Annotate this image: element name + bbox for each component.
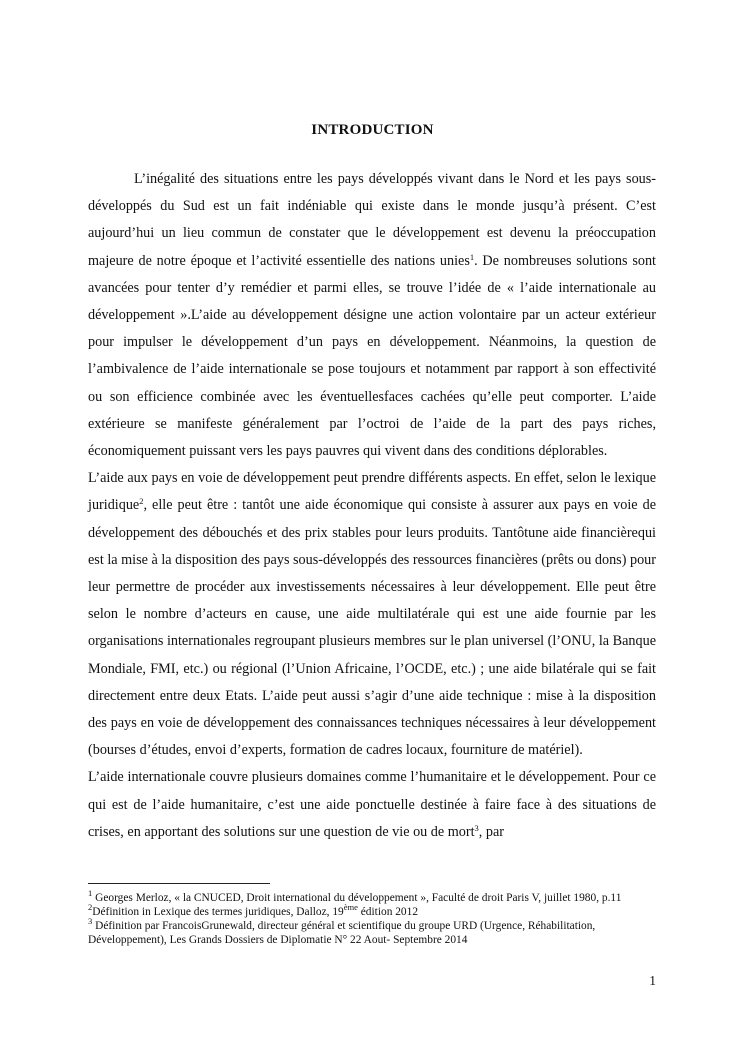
footnote-reference: 2 <box>88 902 93 912</box>
footnote-reference: 3 <box>474 822 479 833</box>
text-run: L’aide internationale couvre plusieurs domaines comme l’humanitaire et le développement. Pour ce qui est de l’aide humanitaire, c’est une aide ponctuelle destinée à faire face à des situations de crises, en apportant des solutions sur une question de vie ou de mort <box>88 769 656 840</box>
footnote-separator <box>88 883 270 884</box>
text-run: Définition par FrancoisGrunewald, directeur général et scientifique du groupe URD (Urgence, Réhabilitation, Développement), Les Grands Dossiers de Diplomatie N° 22 Aout- Septembre 2014 <box>88 920 596 946</box>
page-number: 1 <box>649 973 656 988</box>
text-run: L’inégalité des situations entre les pays développés vivant dans le Nord et les pays sous-développés du Sud est un fait indéniable qui existe dans le monde jusqu’à présent. C’est aujourd’hui un lieu commun de constater que le développement est devenu la préoccupation majeure de notre époque et l’activité essentielle des nations unies <box>88 171 656 269</box>
footnote-reference: 1 <box>88 888 93 898</box>
page-title: INTRODUCTION <box>311 122 434 138</box>
footnote <box>88 902 658 919</box>
footnote-reference: ème <box>343 902 358 912</box>
body-text <box>88 166 656 846</box>
footnote <box>88 888 658 905</box>
paragraph <box>88 764 656 846</box>
text-run: Georges Merloz, « la CNUCED, Droit international du développement », Faculté de droit Paris V, juillet 1980, p.11 <box>92 892 622 904</box>
footnote-reference: 2 <box>139 496 144 507</box>
footnote-reference: 3 <box>88 916 93 926</box>
paragraph <box>88 166 656 465</box>
text-run: édition 2012 <box>357 906 419 918</box>
footnote-reference: 1 <box>469 251 475 262</box>
text-run: , par <box>478 823 505 840</box>
text-run: L’aide aux pays en voie de développement peut prendre différents aspects. En effet, selon le lexique juridique <box>88 470 656 514</box>
footnotes <box>88 888 658 947</box>
text-run: . De nombreuses solutions sont avancées pour tenter d’y remédier et parmi elles, se trouve l’idée de « l’aide internationale au développement ».L’aide au développement désigne une action volontaire par un acteur extérieur pour impulser le développement d’un pays en développement. Néanmoins, la question de l’ambivalence de l’aide internationale se pose toujours et notamment par rapport à son effectivité ou son efficience combinée avec les éventuellesfaces cachées qu’elle peut comporter. L’aide extérieure se manifeste généralement par l’octroi de l’aide de la part des pays riches, économiquement puissant vers les pays pauvres qui vivent dans des conditions déplorables. <box>88 252 656 460</box>
footnote <box>88 916 658 947</box>
text-run: , elle peut être : tantôt une aide économique qui consiste à assurer aux pays en voie de développement des débouchés et des prix stables pour leurs produits. Tantôtune aide financièrequi est la mise à la disposition des pays sous-développés des ressources financières (prêts ou dons) pour leur permettre de procéder aux investissements nécessaires à leur développement. Elle peut être selon le nombre d’acteurs en cause, une aide multilatérale qui est une aide fournie par les organisations internationales regroupant plusieurs membres sur le plan universel (l’ONU, la Banque Mondiale, FMI, etc.) ou régional (l’Union Africaine, l’OCDE, etc.) ; une aide bilatérale qui se fait directement entre deux Etats. L’aide peut aussi s’agir d’une aide technique : mise à la disposition des pays en voie de développement des connaissances techniques nécessaires à leur développement (bourses d’études, envoi d’experts, formation de cadres locaux, fourniture de matériel). <box>88 497 656 759</box>
paragraph <box>88 465 656 764</box>
text-run: Définition in Lexique des termes juridiques, Dalloz, 19 <box>92 906 344 918</box>
